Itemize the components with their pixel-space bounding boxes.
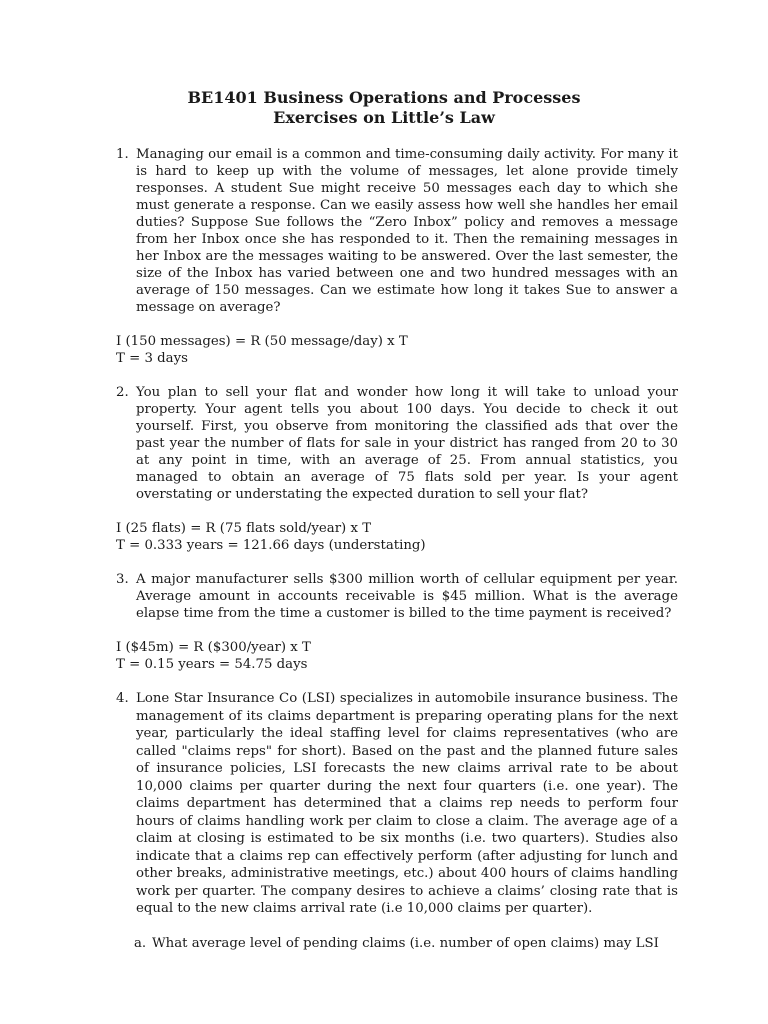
title-subject: Exercises on Little’s Law: [273, 108, 495, 127]
subquestion-letter: a.: [134, 935, 147, 951]
subquestion-text: What average level of pending claims (i.e. number of open claims) may LSI: [152, 935, 659, 951]
question-3: [116, 571, 678, 622]
answer-2-line-2: T = 0.333 years = 121.66 days (understating): [116, 538, 426, 553]
question-2: [116, 384, 678, 503]
question-4: [116, 690, 678, 918]
question-number: 2.: [116, 385, 129, 400]
answer-3-line-2: T = 0.15 years = 54.75 days: [116, 657, 308, 672]
document-body: [116, 146, 678, 952]
question-number: 3.: [116, 572, 129, 587]
question-number: 4.: [116, 691, 129, 706]
subquestion-a: [116, 935, 678, 952]
answer-1-line-1: I (150 messages) = R (50 message/day) x T: [116, 334, 408, 349]
answer-3-line-1: I ($45m) = R ($300/year) x T: [116, 640, 311, 655]
document-title: [0, 88, 768, 128]
question-1: [116, 146, 678, 316]
question-text: A major manufacturer sells $300 million worth of cellular equipment per year. Average amount in accounts receivable is $45 million. What is the average elapse time from the time a customer is billed to the time payment is received?: [136, 572, 678, 621]
answer-2-line-1: I (25 flats) = R (75 flats sold/year) x T: [116, 521, 372, 536]
question-number: 1.: [116, 147, 129, 162]
question-text: You plan to sell your flat and wonder how long it will take to unload your property. Your agent tells you about 100 days. You decide to check it out yourself. First, you observe from monitoring the classified ads that over the past year the number of flats for sale in your district has ranged from 20 to 30 at any point in time, with an average of 25. From annual statistics, you managed to obtain an average of 75 flats sold per year. Is your agent overstating or understating the expected duration to sell your flat?: [136, 385, 678, 502]
question-text: Managing our email is a common and time-consuming daily activity. For many it is hard to keep up with the volume of messages, let alone provide timely responses. A student Sue might receive 50 messages each day to which she must generate a response. Can we easily assess how well she handles her email duties? Suppose Sue follows the “Zero Inbox” policy and removes a message from her Inbox once she has responded to it. Then the remaining messages in her Inbox are the messages waiting to be answered. Over the last semester, the size of the Inbox has varied between one and two hundred messages with an average of 150 messages. Can we estimate how long it takes Sue to answer a message on average?: [136, 147, 678, 315]
question-text: Lone Star Insurance Co (LSI) specializes in automobile insurance business. The management of its claims department is preparing operating plans for the next year, particularly the ideal staffing level for claims representatives (who are called "claims reps" for short). Based on the past and the planned future sales of insurance policies, LSI forecasts the new claims arrival rate to be about 10,000 claims per quarter during the next four quarters (i.e. one year). The claims department has determined that a claims rep needs to perform four hours of claims handling work per claim to close a claim. The average age of a claim at closing is estimated to be six months (i.e. two quarters). Studies also indicate that a claims rep can effectively perform (after adjusting for lunch and other breaks, administrative meetings, etc.) about 400 hours of claims handling work per quarter. The company desires to achieve a claims’ closing rate that is equal to the new claims arrival rate (i.e 10,000 claims per quarter).: [136, 691, 678, 916]
title-course: BE1401 Business Operations and Processes: [187, 88, 581, 107]
answer-1-line-2: T = 3 days: [116, 351, 188, 366]
